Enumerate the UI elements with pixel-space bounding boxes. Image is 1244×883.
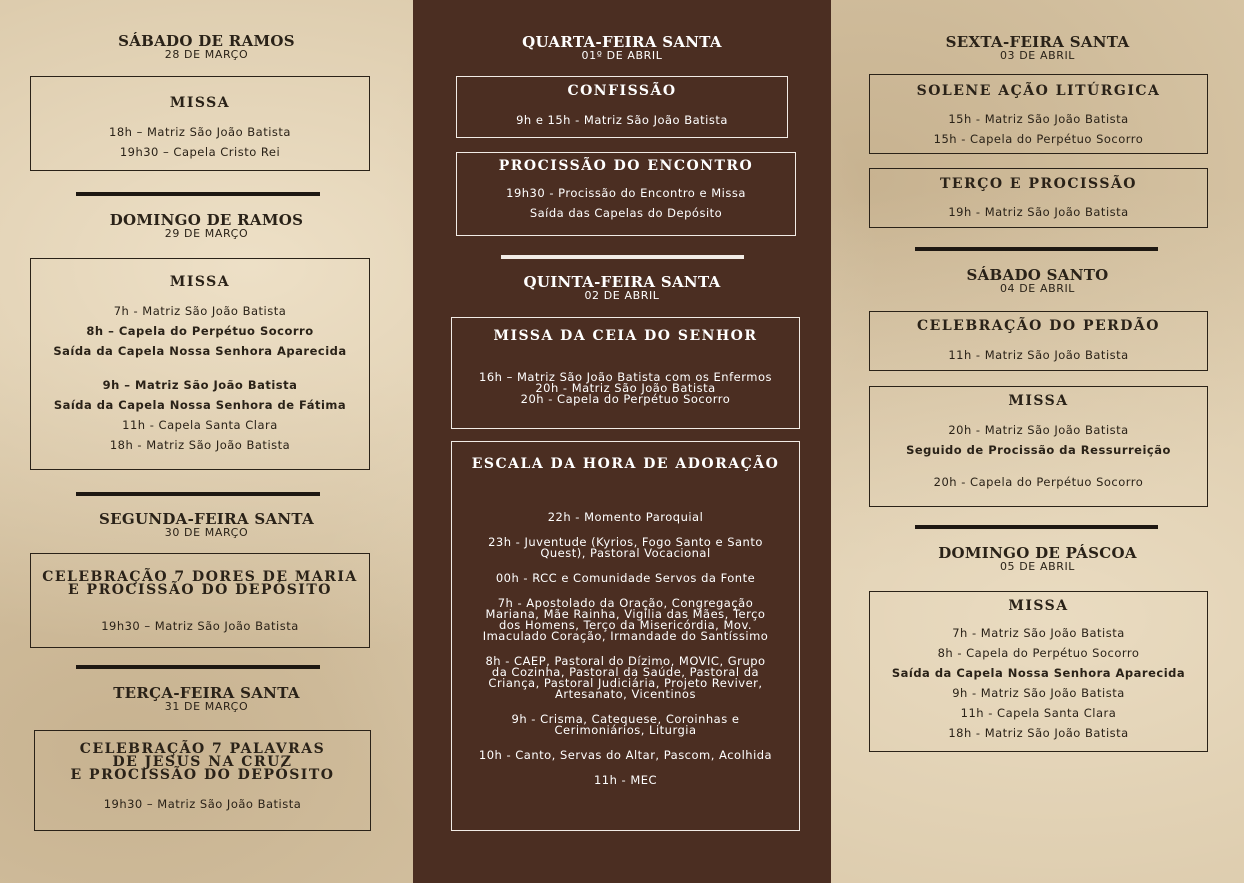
event-line: 20h - Capela do Perpétuo Socorro	[520, 392, 731, 406]
event-line: Saída da Capela Nossa Senhora Aparecida	[891, 666, 1186, 680]
event-line: 19h - Matriz São João Batista	[948, 205, 1129, 219]
adoration-item: 10h - Canto, Servas do Altar, Pascom, Acolhida	[478, 748, 773, 762]
event-title: MISSA DA CEIA DO SENHOR	[493, 328, 758, 344]
section-divider	[501, 255, 744, 259]
section-divider	[76, 492, 320, 496]
adoration-item: 7h - Apostolado da Oração, Congregação Mariana, Mãe Rainha, Vigília das Mães, Terço dos Homens, Terço da Misericórdia, Mov. Imaculado Coração, Irmandade do Santíssimo	[482, 596, 769, 643]
right-column	[831, 0, 1244, 883]
adoration-item: 9h - Crisma, Catequese, Coroinhas e Cerimoniários, Liturgia	[511, 712, 740, 737]
event-title: E PROCISSÃO DO DEPÓSITO	[68, 582, 332, 598]
event-line: Saída da Capela Nossa Senhora Aparecida	[53, 344, 347, 358]
day-header-sexta-feira-santa	[831, 34, 1244, 62]
event-box-confissao	[456, 76, 788, 138]
event-box-solene-acao-liturgica	[869, 74, 1208, 154]
day-header-domingo-de-ramos	[0, 212, 413, 240]
event-title: MISSA	[169, 95, 231, 111]
day-title: QUARTA-FEIRA SANTA	[522, 33, 722, 51]
day-title: SÁBADO DE RAMOS	[118, 32, 295, 50]
day-date: 04 DE ABRIL	[999, 282, 1076, 295]
event-line: 9h e 15h - Matriz São João Batista	[516, 113, 728, 127]
event-title: MISSA	[1008, 598, 1069, 614]
event-line: Saída das Capelas do Depósito	[529, 206, 723, 220]
day-header-quarta-feira-santa	[413, 34, 831, 62]
event-line: 19h30 – Matriz São João Batista	[101, 619, 299, 633]
event-title: MISSA	[1008, 393, 1069, 409]
day-title: SEXTA-FEIRA SANTA	[945, 33, 1130, 51]
event-box-missa-da-ceia	[451, 317, 800, 429]
day-date: 28 DE MARÇO	[164, 48, 249, 61]
event-box-celebracao-do-perdao	[869, 311, 1208, 371]
event-box-terco-e-procissao	[869, 168, 1208, 228]
day-date: 05 DE ABRIL	[999, 560, 1076, 573]
event-line: 11h - Capela Santa Clara	[122, 418, 278, 432]
section-divider	[76, 192, 320, 196]
event-title: ESCALA DA HORA DE ADORAÇÃO	[471, 456, 780, 472]
event-line: 15h - Matriz São João Batista	[948, 112, 1129, 126]
day-title: TERÇA-FEIRA SANTA	[113, 684, 300, 702]
section-divider	[915, 525, 1158, 529]
event-box-missa-vigilia	[869, 386, 1208, 507]
adoration-item: 8h - CAEP, Pastoral do Dízimo, MOVIC, Grupo da Cozinha, Pastoral da Saúde, Pastoral da Criança, Pastoral Judiciária, Projeto Reviver, Artesanato, Vicentinos	[485, 654, 766, 701]
event-line: 19h30 – Capela Cristo Rei	[119, 145, 281, 159]
event-line: 20h - Matriz São João Batista	[535, 381, 716, 395]
middle-column	[413, 0, 831, 883]
event-title: E PROCISSÃO DO DEPÓSITO	[70, 767, 335, 783]
day-header-sabado-de-ramos	[0, 33, 413, 61]
day-title: QUINTA-FEIRA SANTA	[523, 273, 721, 291]
day-title: SEGUNDA-FEIRA SANTA	[98, 510, 315, 528]
day-header-quinta-feira-santa	[413, 274, 831, 302]
event-line: 9h - Matriz São João Batista	[952, 686, 1125, 700]
event-line: 16h – Matriz São João Batista com os Enfermos	[479, 370, 772, 384]
event-box-procissao-do-encontro	[456, 152, 796, 236]
day-date: 03 DE ABRIL	[999, 49, 1076, 62]
event-line: 8h – Capela do Perpétuo Socorro	[86, 324, 314, 338]
event-box-sete-dores	[30, 553, 370, 648]
adoration-item: 22h - Momento Paroquial	[547, 510, 704, 524]
day-date: 02 DE ABRIL	[584, 289, 660, 302]
event-box-escala-adoracao	[451, 441, 800, 831]
event-line: 19h30 – Matriz São João Batista	[103, 797, 302, 811]
event-line: 8h - Capela do Perpétuo Socorro	[937, 646, 1140, 660]
event-title: TERÇO E PROCISSÃO	[940, 176, 1137, 192]
left-column	[0, 0, 413, 883]
event-title: CONFISSÃO	[567, 83, 677, 99]
day-date: 31 DE MARÇO	[164, 700, 249, 713]
event-line: 18h - Matriz São João Batista	[948, 726, 1129, 740]
event-line: 15h - Capela do Perpétuo Socorro	[933, 132, 1144, 146]
event-line: 11h - Matriz São João Batista	[948, 348, 1129, 362]
event-box-missa	[30, 76, 370, 171]
section-divider	[915, 247, 1158, 251]
event-box-sete-palavras	[34, 730, 371, 831]
day-header-terca-feira-santa	[0, 685, 413, 713]
event-box-missa-pascoa	[869, 591, 1208, 752]
day-title: SÁBADO SANTO	[966, 266, 1109, 284]
event-line: Seguido de Procissão da Ressurreição	[906, 443, 1171, 457]
event-line: 18h - Matriz São João Batista	[109, 438, 291, 452]
event-title: PROCISSÃO DO ENCONTRO	[498, 158, 754, 174]
day-title: DOMINGO DE RAMOS	[109, 211, 304, 229]
event-line: 20h - Matriz São João Batista	[948, 423, 1129, 437]
event-line: 7h - Matriz São João Batista	[952, 626, 1125, 640]
adoration-item: 23h - Juventude (Kyrios, Fogo Santo e Santo Quest), Pastoral Vocacional	[488, 535, 763, 560]
day-date: 29 DE MARÇO	[164, 227, 249, 240]
day-header-sabado-santo	[831, 267, 1244, 295]
event-line: 20h - Capela do Perpétuo Socorro	[933, 475, 1144, 489]
event-line: 19h30 - Procissão do Encontro e Missa	[506, 186, 746, 200]
event-title: DE JESUS NA CRUZ	[112, 754, 293, 770]
event-title: CELEBRAÇÃO 7 PALAVRAS	[79, 741, 326, 757]
day-header-segunda-feira-santa	[0, 511, 413, 539]
event-line: Saída da Capela Nossa Senhora de Fátima	[53, 398, 347, 412]
adoration-item: 11h - MEC	[593, 773, 658, 787]
event-line: 9h – Matriz São João Batista	[102, 378, 298, 392]
day-date: 30 DE MARÇO	[164, 526, 249, 539]
event-line: 18h – Matriz São João Batista	[109, 125, 291, 139]
event-line: 11h - Capela Santa Clara	[960, 706, 1117, 720]
event-title: SOLENE AÇÃO LITÚRGICA	[916, 83, 1161, 99]
adoration-item: 00h - RCC e Comunidade Servos da Fonte	[495, 571, 756, 585]
event-title: MISSA	[169, 274, 231, 290]
event-title: CELEBRAÇÃO 7 DORES DE MARIA	[42, 569, 358, 585]
day-date: 01º DE ABRIL	[581, 49, 663, 62]
day-title: DOMINGO DE PÁSCOA	[938, 544, 1137, 562]
event-line: 7h - Matriz São João Batista	[113, 304, 287, 318]
day-header-domingo-de-pascoa	[831, 545, 1244, 573]
event-box-missa	[30, 258, 370, 470]
event-title: CELEBRAÇÃO DO PERDÃO	[917, 318, 1160, 334]
section-divider	[76, 665, 320, 669]
